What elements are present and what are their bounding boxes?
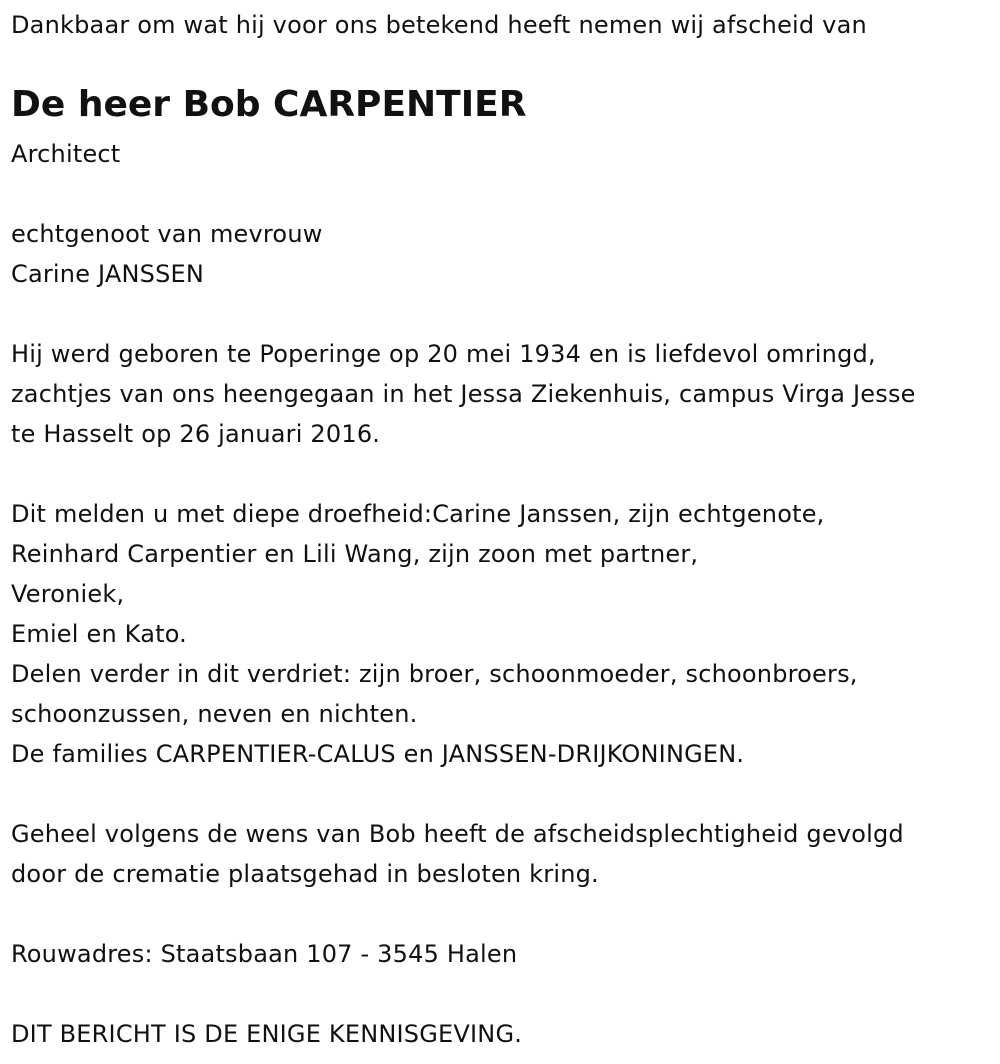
birth-death-line-2: zachtjes van ons heengegaan in het Jessa Ziekenhuis, campus Virga Jesse xyxy=(11,380,916,408)
ceremony-line-2: door de crematie plaatsgehad in besloten kring. xyxy=(11,860,599,888)
mourners-line-7: De families CARPENTIER-CALUS en JANSSEN-DRIJKONINGEN. xyxy=(11,740,745,768)
mourners-line-2: Reinhard Carpentier en Lili Wang, zijn zoon met partner, xyxy=(11,540,699,568)
birth-death-line-3: te Hasselt op 26 januari 2016. xyxy=(11,420,381,448)
profession: Architect xyxy=(11,140,121,168)
spouse-line-2: Carine JANSSEN xyxy=(11,260,205,288)
birth-death-line-1: Hij werd geboren te Poperinge op 20 mei 1934 en is liefdevol omringd, xyxy=(11,340,876,368)
intro-text: Dankbaar om wat hij voor ons betekend heeft nemen wij afscheid van xyxy=(11,11,867,39)
mourning-address: Rouwadres: Staatsbaan 107 - 3545 Halen xyxy=(11,940,518,968)
notice-text: DIT BERICHT IS DE ENIGE KENNISGEVING. xyxy=(11,1020,523,1048)
mourners-line-1: Dit melden u met diepe droefheid:Carine Janssen, zijn echtgenote, xyxy=(11,500,825,528)
ceremony-line-1: Geheel volgens de wens van Bob heeft de afscheidsplechtigheid gevolgd xyxy=(11,820,904,848)
mourners-line-5: Delen verder in dit verdriet: zijn broer, schoonmoeder, schoonbroers, xyxy=(11,660,858,688)
mourners-line-3: Veroniek, xyxy=(11,580,125,608)
mourners-line-4: Emiel en Kato. xyxy=(11,620,188,648)
spouse-line-1: echtgenoot van mevrouw xyxy=(11,220,323,248)
deceased-name: De heer Bob CARPENTIER xyxy=(11,84,527,125)
mourners-line-6: schoonzussen, neven en nichten. xyxy=(11,700,418,728)
